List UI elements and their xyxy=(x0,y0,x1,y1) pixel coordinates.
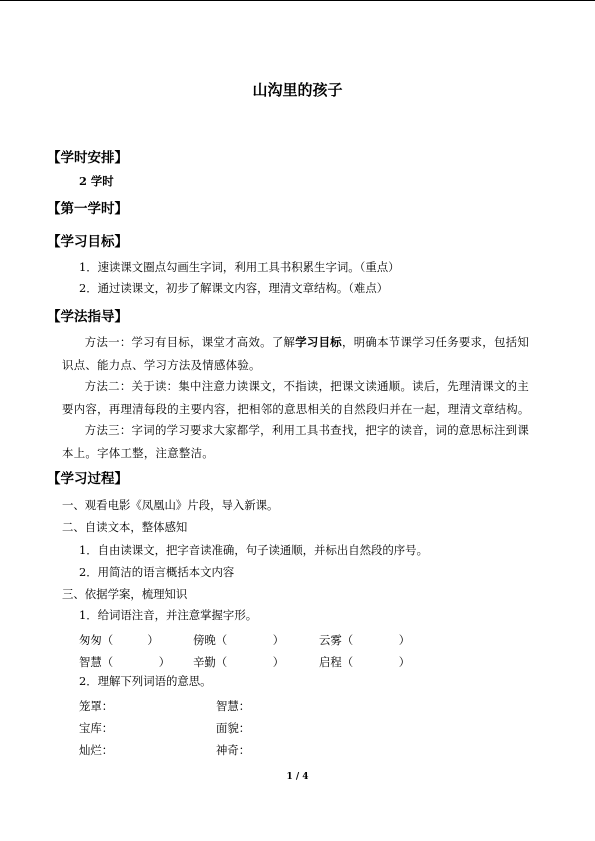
heading-first-period: 【第一学时】 xyxy=(47,201,128,217)
pinyin-item: 匆匆（ ） xyxy=(79,633,159,647)
meaning-item: 宝库： xyxy=(79,721,114,735)
schedule-value: 2 学时 xyxy=(79,174,114,188)
pinyin-item: 辛勤（ ） xyxy=(193,655,285,669)
meaning-item: 笼罩： xyxy=(79,699,114,713)
meaning-item: 灿烂： xyxy=(79,743,114,757)
process-step-3: 三、依据学案，梳理知识 xyxy=(62,587,188,601)
pinyin-item: 启程（ ） xyxy=(319,655,411,669)
meaning-item: 智慧： xyxy=(216,699,251,713)
process-step-2: 二、自读文本，整体感知 xyxy=(62,520,188,534)
process-step-2-1: 1．自由读课文，把字音读准确，句子读通顺，并标出自然段的序号。 xyxy=(79,543,428,557)
process-step-3-1: 1．给词语注音，并注意掌握字形。 xyxy=(79,608,258,622)
pinyin-item: 傍晚（ ） xyxy=(193,633,285,647)
method-paragraph-1: 方法一：学习有目标，课堂才高效。了解学习目标，明确本节课学习任务要求，包括知识点、能力点、学习方法及情感体验。 xyxy=(62,335,530,372)
heading-process: 【学习过程】 xyxy=(47,471,128,487)
pinyin-item: 云雾（ ） xyxy=(319,633,411,647)
process-step-1: 一、观看电影《凤凰山》片段，导入新课。 xyxy=(62,498,279,512)
goal-item-2: 2．通过读课文，初步了解课文内容，理清文章结构。（难点） xyxy=(79,281,389,295)
heading-goals: 【学习目标】 xyxy=(47,234,128,250)
heading-schedule: 【学时安排】 xyxy=(47,150,128,166)
meaning-item: 面貌： xyxy=(216,721,251,735)
meaning-item: 神奇： xyxy=(216,743,251,757)
process-step-2-2: 2．用简洁的语言概括本文内容 xyxy=(79,565,235,579)
method-bold-term: 学习目标 xyxy=(295,335,342,349)
method-paragraph-2: 方法二：关于读：集中注意力读课文，不指读，把课文读通顺。读后，先理清课文的主要内容，再理清每段的主要内容，把相邻的意思相关的自然段归并在一起，理清文章结构。 xyxy=(62,379,530,416)
heading-method: 【学法指导】 xyxy=(47,309,128,325)
process-step-3-2: 2．理解下列词语的意思。 xyxy=(79,674,212,688)
page-title: 山沟里的孩子 xyxy=(252,81,343,99)
pinyin-item: 智慧（ ） xyxy=(79,655,171,669)
top-border xyxy=(0,0,595,1)
method-paragraph-3: 方法三：字词的学习要求大家都学，利用工具书查找，把字的读音，词的意思标注到课本上。字体工整，注意整洁。 xyxy=(62,423,530,460)
page-number: 1 / 4 xyxy=(286,772,309,782)
goal-item-1: 1．速读课文圈点勾画生字词，利用工具书积累生字词。（重点） xyxy=(79,260,400,274)
